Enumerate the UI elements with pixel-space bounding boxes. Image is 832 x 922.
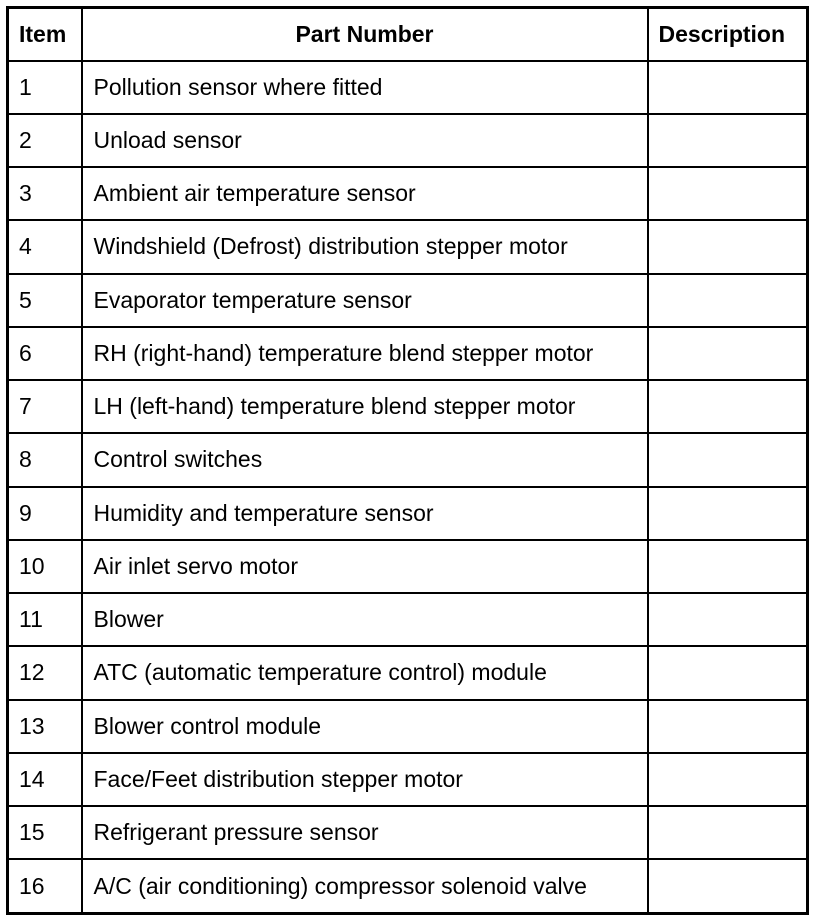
table-row	[8, 114, 808, 167]
table-row	[8, 646, 808, 699]
part-name: LH (left-hand) temperature blend stepper motor	[82, 380, 648, 433]
description-cell	[648, 487, 808, 540]
description-cell	[648, 806, 808, 859]
table-row	[8, 380, 808, 433]
item-number: 14	[8, 753, 82, 806]
description-cell	[648, 220, 808, 273]
item-number: 5	[8, 274, 82, 327]
table-body	[8, 61, 808, 914]
description-cell	[648, 114, 808, 167]
parts-table	[6, 6, 809, 915]
part-name: Face/Feet distribution stepper motor	[82, 753, 648, 806]
table-row	[8, 859, 808, 913]
table-row	[8, 487, 808, 540]
item-number: 9	[8, 487, 82, 540]
header-part-number: Part Number	[82, 8, 648, 61]
part-name: Evaporator temperature sensor	[82, 274, 648, 327]
item-number: 2	[8, 114, 82, 167]
table-row	[8, 274, 808, 327]
part-name: Control switches	[82, 433, 648, 486]
table-row	[8, 433, 808, 486]
part-name: Refrigerant pressure sensor	[82, 806, 648, 859]
part-name: RH (right-hand) temperature blend stepper motor	[82, 327, 648, 380]
part-name: Unload sensor	[82, 114, 648, 167]
description-cell	[648, 859, 808, 913]
description-cell	[648, 61, 808, 114]
part-name: Ambient air temperature sensor	[82, 167, 648, 220]
description-cell	[648, 700, 808, 753]
item-number: 6	[8, 327, 82, 380]
part-name: ATC (automatic temperature control) module	[82, 646, 648, 699]
table-row	[8, 327, 808, 380]
description-cell	[648, 646, 808, 699]
item-number: 4	[8, 220, 82, 273]
item-number: 13	[8, 700, 82, 753]
table-row	[8, 700, 808, 753]
description-cell	[648, 380, 808, 433]
item-number: 8	[8, 433, 82, 486]
table-row	[8, 593, 808, 646]
item-number: 16	[8, 859, 82, 913]
item-number: 12	[8, 646, 82, 699]
item-number: 7	[8, 380, 82, 433]
table-row	[8, 220, 808, 273]
table-row	[8, 753, 808, 806]
description-cell	[648, 274, 808, 327]
description-cell	[648, 593, 808, 646]
description-cell	[648, 433, 808, 486]
header-description: Description	[648, 8, 808, 61]
part-name: Humidity and temperature sensor	[82, 487, 648, 540]
table-header-row	[8, 8, 808, 61]
description-cell	[648, 753, 808, 806]
item-number: 3	[8, 167, 82, 220]
part-name: Air inlet servo motor	[82, 540, 648, 593]
table-row	[8, 806, 808, 859]
table-row	[8, 167, 808, 220]
part-name: Pollution sensor where fitted	[82, 61, 648, 114]
item-number: 11	[8, 593, 82, 646]
part-name: A/C (air conditioning) compressor solenoid valve	[82, 859, 648, 913]
table-row	[8, 540, 808, 593]
item-number: 10	[8, 540, 82, 593]
item-number: 15	[8, 806, 82, 859]
header-item: Item	[8, 8, 82, 61]
part-name: Windshield (Defrost) distribution stepper motor	[82, 220, 648, 273]
description-cell	[648, 540, 808, 593]
part-name: Blower	[82, 593, 648, 646]
part-name: Blower control module	[82, 700, 648, 753]
item-number: 1	[8, 61, 82, 114]
description-cell	[648, 167, 808, 220]
table-row	[8, 61, 808, 114]
description-cell	[648, 327, 808, 380]
